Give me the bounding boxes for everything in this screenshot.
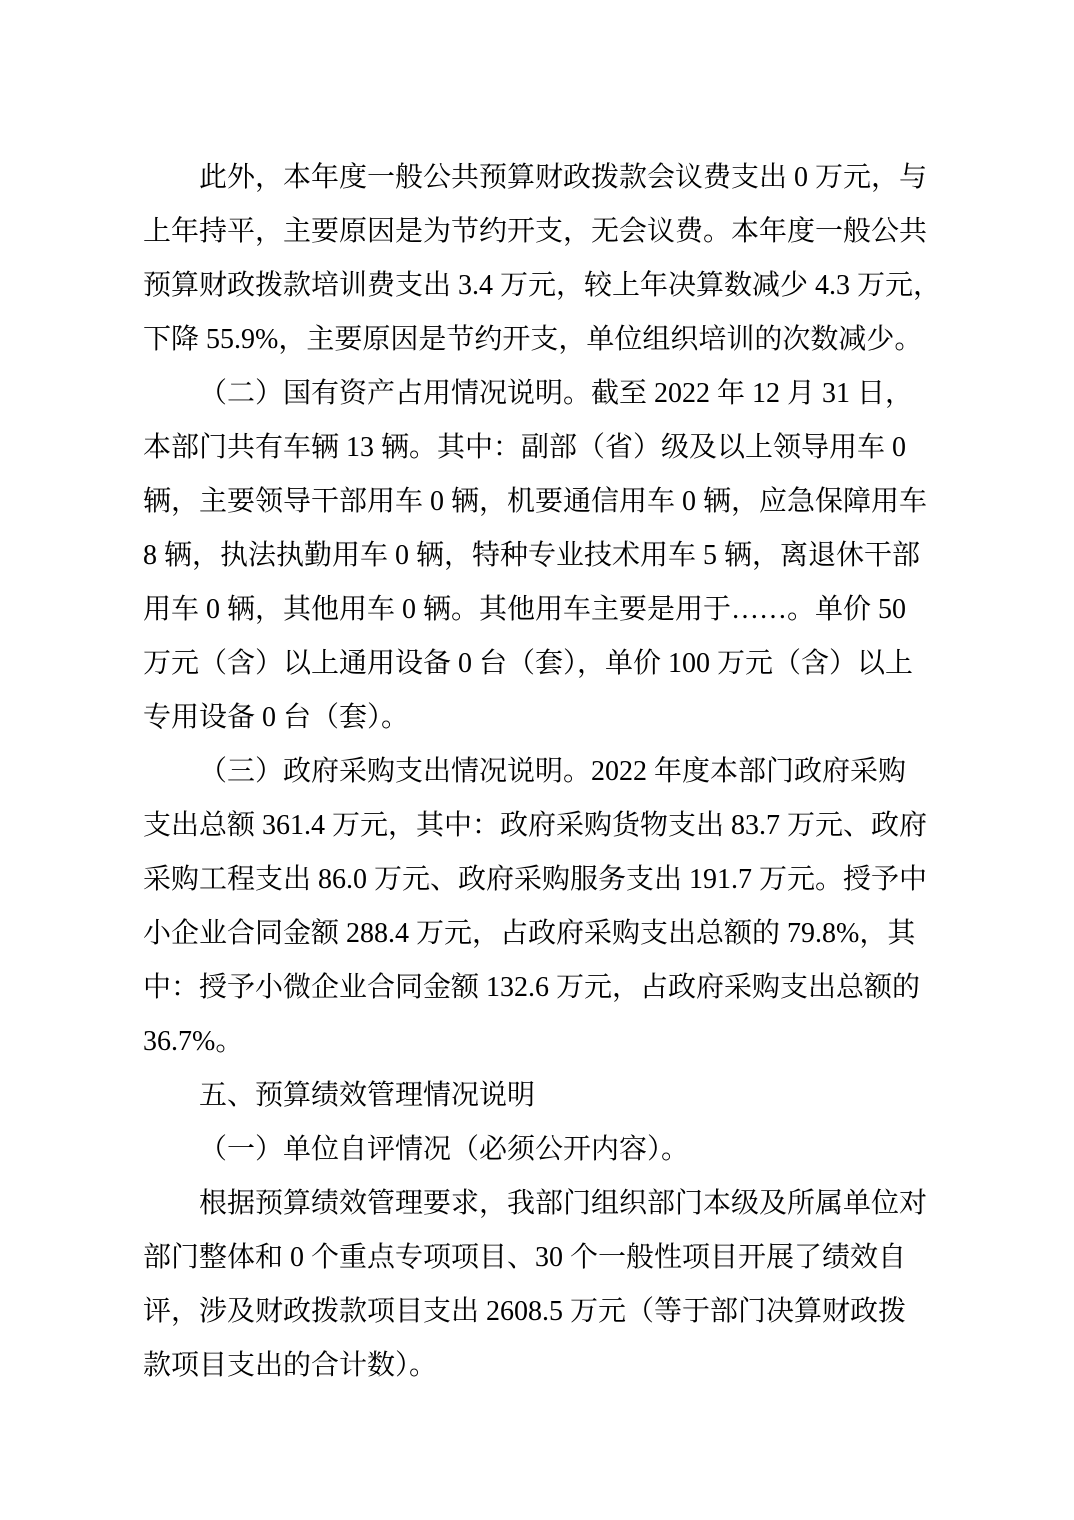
text-line: 款项目支出的合计数）。 [143,1350,438,1381]
text-line: 下降 55.9%，主要原因是节约开支，单位组织培训的次数减少。 [143,324,923,355]
text-line: 专用设备 0 台（套）。 [143,702,410,733]
text-line: 根据预算绩效管理要求，我部门组织部门本级及所属单位对 [199,1188,928,1219]
document-body [143,151,943,1393]
paragraph [143,151,943,367]
text-line: 部门整体和 0 个重点专项项目、30 个一般性项目开展了绩效自 [143,1242,907,1273]
text-line: 预算财政拨款培训费支出 3.4 万元，较上年决算数减少 4.3 万元， [143,270,942,301]
text-line: 本部门共有车辆 13 辆。其中：副部（省）级及以上领导用车 0 [143,432,907,463]
paragraph [143,745,943,1069]
text-line: 小企业合同金额 288.4 万元，占政府采购支出总额的 79.8%，其 [143,918,916,949]
heading-line: 五、预算绩效管理情况说明 [199,1080,536,1111]
paragraph [143,367,943,745]
text-line: 上年持平，主要原因是为节约开支，无会议费。本年度一般公共 [143,216,928,247]
text-line: 8 辆，执法执勤用车 0 辆，特种专业技术用车 5 辆，离退休干部 [143,540,921,571]
text-line: （二）国有资产占用情况说明。截至 2022 年 12 月 31 日， [199,378,914,409]
text-line: 支出总额 361.4 万元，其中：政府采购货物支出 83.7 万元、政府 [143,810,928,841]
text-line: 评，涉及财政拨款项目支出 2608.5 万元（等于部门决算财政拨 [143,1296,907,1327]
heading-line: （一）单位自评情况（必须公开内容）。 [199,1134,690,1165]
subsection-heading [143,1123,943,1177]
paragraph [143,1177,943,1393]
text-line: 36.7%。 [143,1026,244,1057]
text-line: 万元（含）以上通用设备 0 台（套），单价 100 万元（含）以上 [143,648,914,679]
text-line: 此外，本年度一般公共预算财政拨款会议费支出 0 万元，与 [199,162,928,193]
section-heading [143,1069,943,1123]
text-line: 用车 0 辆，其他用车 0 辆。其他用车主要是用于……。单价 50 [143,594,907,625]
text-line: 采购工程支出 86.0 万元、政府采购服务支出 191.7 万元。授予中 [143,864,928,895]
text-line: 中：授予小微企业合同金额 132.6 万元，占政府采购支出总额的 [143,972,921,1003]
text-line: 辆，主要领导干部用车 0 辆，机要通信用车 0 辆，应急保障用车 [143,486,928,517]
text-line: （三）政府采购支出情况说明。2022 年度本部门政府采购 [199,756,907,787]
